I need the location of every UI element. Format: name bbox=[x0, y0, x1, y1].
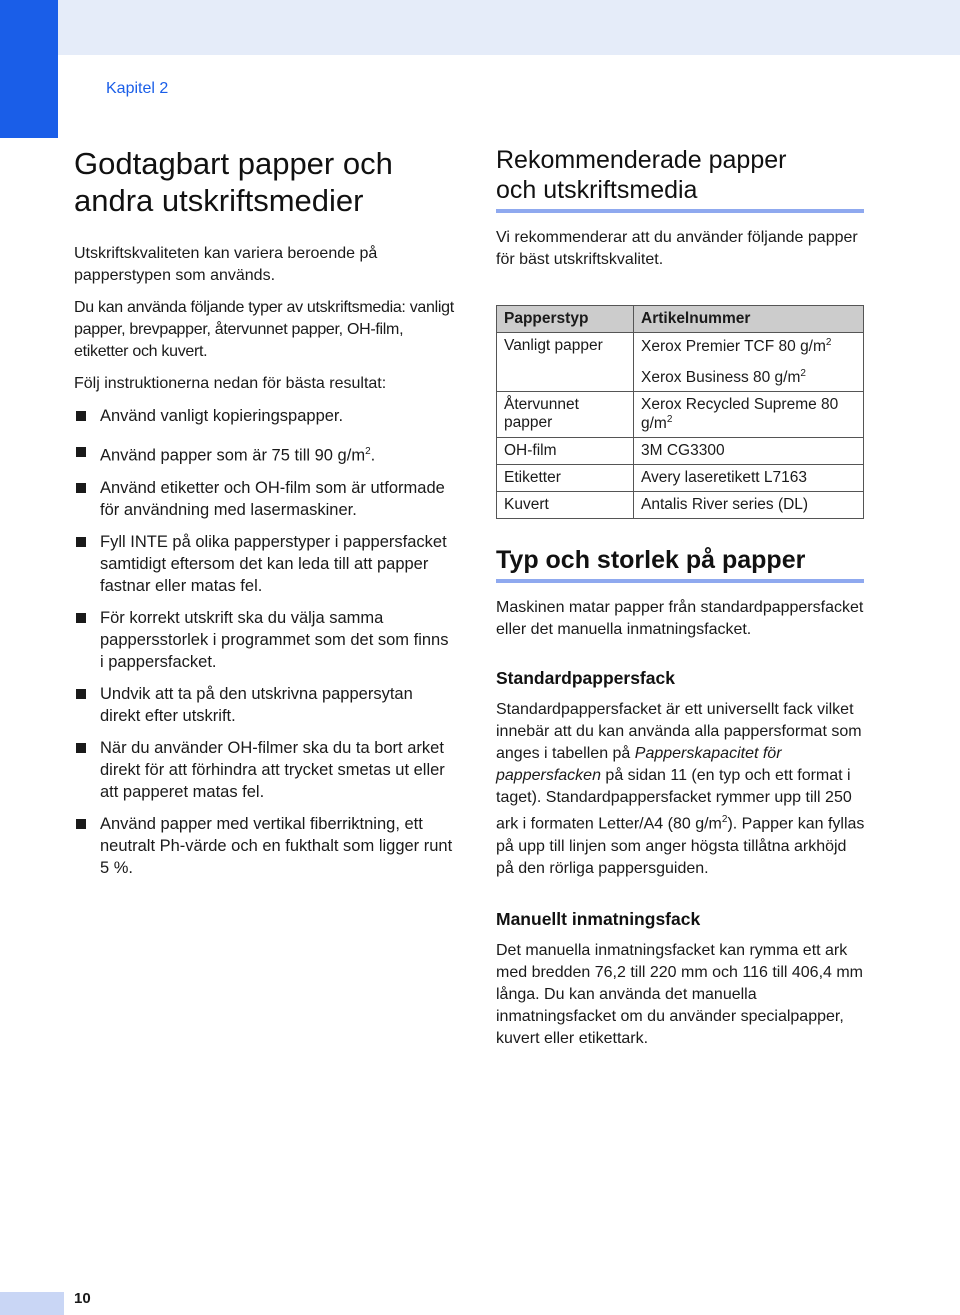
bullet-square-icon bbox=[76, 411, 86, 421]
list-item: Undvik att ta på den utskrivna pappersytan direkt efter utskrift. bbox=[74, 683, 454, 727]
list-item: Fyll INTE på olika papperstyper i pappersfacket samtidigt eftersom det kan leda till att papper fastnar eller matas fel. bbox=[74, 531, 454, 597]
table-cell: OH-film bbox=[497, 438, 634, 465]
page-title-line2: andra utskriftsmedier bbox=[74, 183, 364, 218]
bullet-square-icon bbox=[76, 447, 86, 457]
bullet-square-icon bbox=[76, 743, 86, 753]
list-item: För korrekt utskrift ska du välja samma pappersstorlek i programmet som det som finns i pappersfacket. bbox=[74, 607, 454, 673]
table-cell: Vanligt papper bbox=[497, 333, 634, 361]
table-header-cell: Papperstyp bbox=[497, 306, 634, 333]
table-row bbox=[497, 392, 864, 438]
paper-table bbox=[496, 305, 864, 519]
table-cell: Antalis River series (DL) bbox=[634, 492, 864, 519]
chapter-label: Kapitel 2 bbox=[106, 80, 169, 97]
standard-tray-paragraph: Standardpappersfacket är ett universellt fack vilket innebär att du kan använda alla pappersformat som anges i tabellen på Papperskapacitet för pappersfacken på sidan 11 (en typ och ett format i taget). Standardpappersfacket rymmer upp till 250 ark i formaten Letter/A4 (80 $g/m^2$). Papper kan fyllas på upp till linjen som anger högsta tillåtna arkhöjd på den rörliga pappersguiden. bbox=[496, 701, 865, 877]
instruction-list bbox=[74, 405, 454, 879]
table-cell: Avery laseretikett L7163 bbox=[634, 465, 864, 492]
list-item: Använd etiketter och OH-film som är utformade för användning med lasermaskiner. bbox=[74, 477, 454, 521]
page-title bbox=[74, 145, 454, 219]
page-title-line1: Godtagbart papper och bbox=[74, 146, 393, 181]
table-cell: 3M CG3300 bbox=[634, 438, 864, 465]
bullet-square-icon bbox=[76, 689, 86, 699]
type-size-title: Typ och storlek på papper bbox=[496, 546, 806, 575]
bullet-square-icon bbox=[76, 537, 86, 547]
table-cell: Xerox Recycled Supreme 80 $g/m^2$ bbox=[634, 392, 864, 438]
table-cell bbox=[497, 360, 634, 392]
table-cell: Xerox Business 80 $g/m^2$ bbox=[634, 360, 864, 392]
table-cell: Återvunnet papper bbox=[497, 392, 634, 438]
page-reference-link[interactable]: Papperskapacitet för pappersfacken bbox=[496, 745, 782, 785]
type-size-paragraph: Maskinen matar papper från standardpappersfacket eller det manuella inmatningsfacket. bbox=[496, 599, 864, 639]
table-header-row bbox=[497, 306, 864, 333]
list-item: Använd vanligt kopieringspapper. bbox=[74, 405, 454, 427]
manual-tray-paragraph: Det manuella inmatningsfacket kan rymma ett ark med bredden 76,2 till 220 mm och 116 till 406,4 mm långa. Du kan använda det manuella inmatningsfacket om du använder specialpapper, kuvert eller etikettark. bbox=[496, 941, 864, 1047]
section-rule bbox=[496, 579, 864, 583]
bullet-square-icon bbox=[76, 613, 86, 623]
bullet-square-icon bbox=[76, 819, 86, 829]
header-band bbox=[0, 0, 960, 55]
list-item: Använd papper med vertikal fiberriktning, ett neutralt Ph-värde och en fukthalt som ligger runt 5 %. bbox=[74, 813, 454, 879]
left-column bbox=[74, 145, 454, 879]
right-column bbox=[496, 145, 866, 1050]
recommended-title: Rekommenderade papper och utskriftsmedia bbox=[496, 146, 787, 204]
paragraph-quality: Utskriftskvaliteten kan variera beroende på papperstypen som används. bbox=[74, 245, 378, 284]
table-row bbox=[497, 492, 864, 519]
table-row bbox=[497, 438, 864, 465]
paragraph-instructions: Följ instruktionerna nedan för bästa resultat: bbox=[74, 375, 387, 392]
table-cell: Kuvert bbox=[497, 492, 634, 519]
chapter-tab bbox=[0, 0, 58, 138]
table-row bbox=[497, 360, 864, 392]
list-item: När du använder OH-filmer ska du ta bort arket direkt för att förhindra att trycket smetas ut eller att papperet matas fel. bbox=[74, 737, 454, 803]
table-row bbox=[497, 465, 864, 492]
list-item: Använd papper som är 75 till 90 $g/m^2$. bbox=[74, 441, 454, 467]
page-number-band bbox=[0, 1292, 64, 1315]
table-cell: Xerox Premier TCF 80 $g/m^2$ bbox=[634, 333, 864, 361]
recommended-intro: Vi rekommenderar att du använder följande papper för bäst utskriftskvalitet. bbox=[496, 229, 858, 268]
table-header-cell: Artikelnummer bbox=[634, 306, 864, 333]
table-row bbox=[497, 333, 864, 361]
paragraph-media-types: Du kan använda följande typer av utskriftsmedia: vanligt papper, brevpapper, återvunnet papper, OH-film, etiketter och kuvert. bbox=[74, 299, 454, 360]
section-rule bbox=[496, 209, 864, 213]
standard-tray-title: Standardpappersfack bbox=[496, 668, 675, 689]
page-number: 10 bbox=[74, 1290, 91, 1307]
bullet-square-icon bbox=[76, 483, 86, 493]
table-cell: Etiketter bbox=[497, 465, 634, 492]
manual-tray-title: Manuellt inmatningsfack bbox=[496, 908, 701, 929]
